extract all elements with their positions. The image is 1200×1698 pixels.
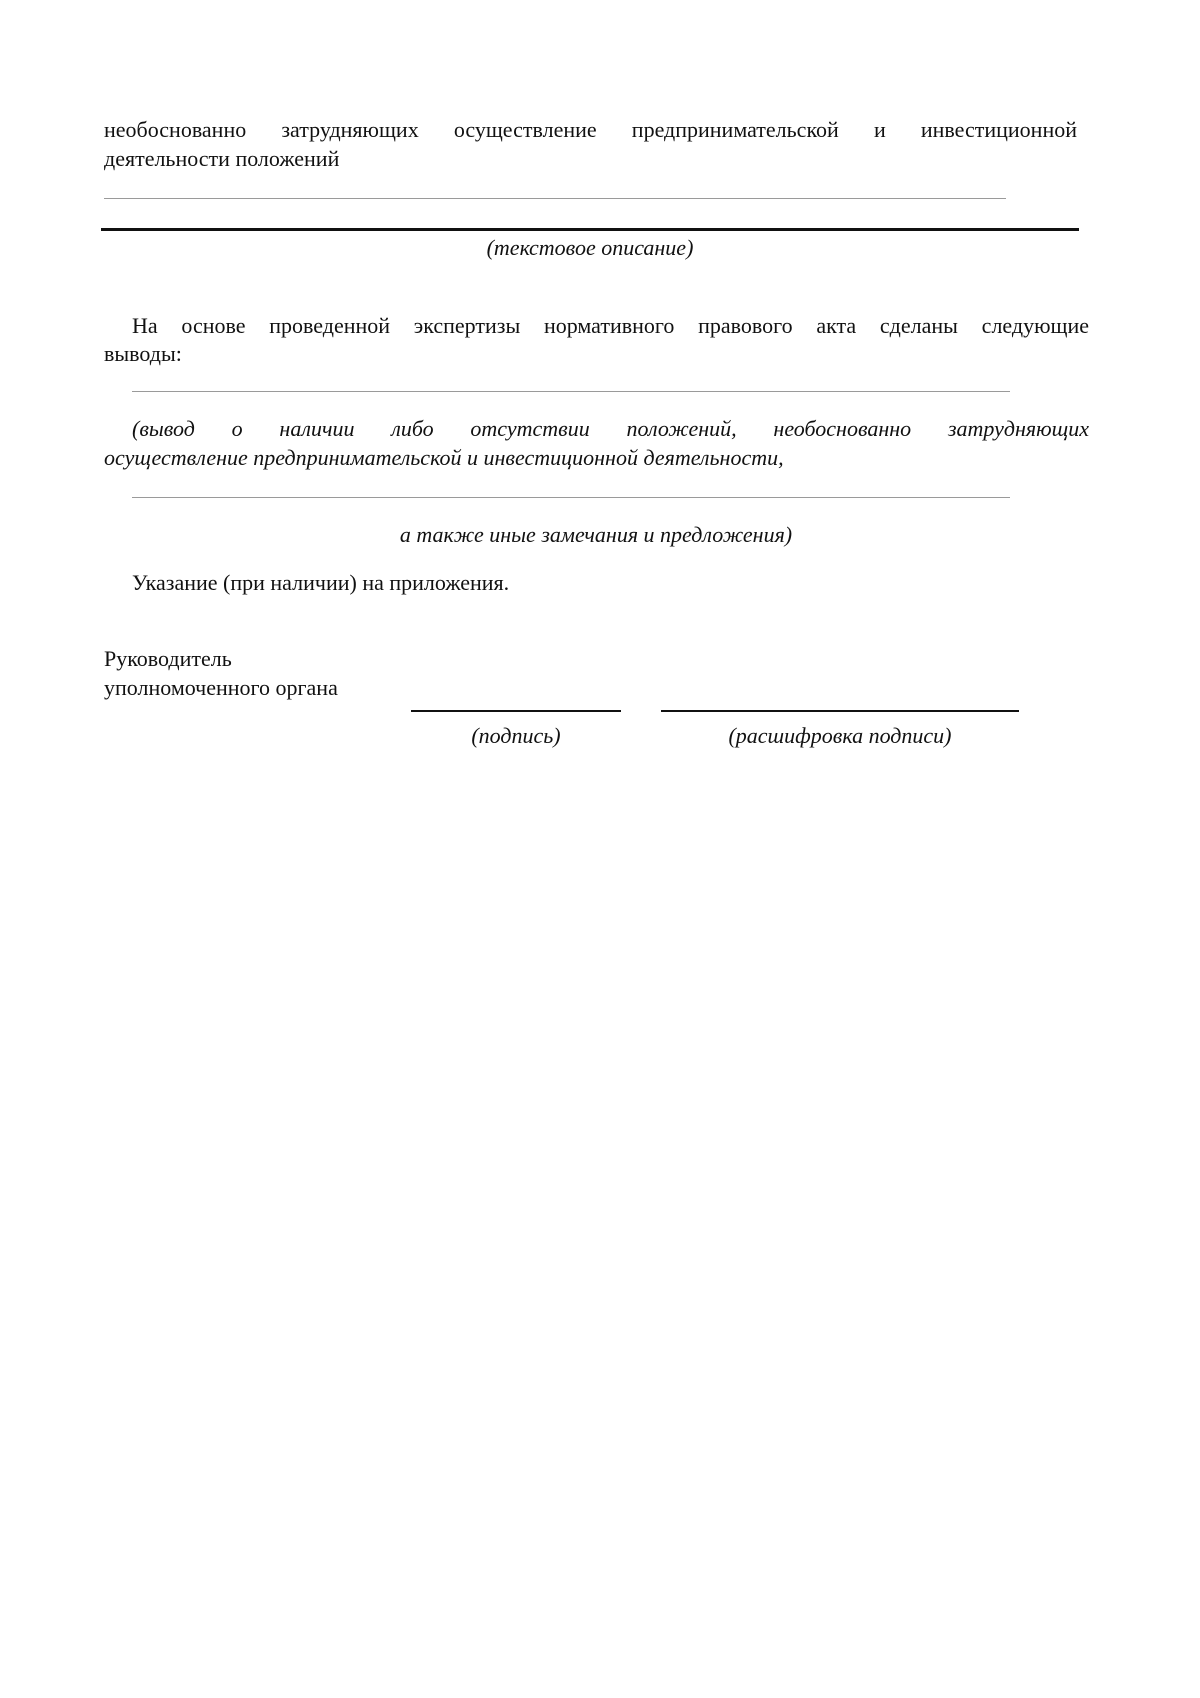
caption-text-description: (текстовое описание): [486, 235, 694, 260]
signature-caption: (подпись): [471, 723, 561, 748]
signature-decoding-line: [661, 710, 1019, 712]
conclusion-caption-line-2: осуществление предпринимательской и инвестиционной деятельности,: [104, 445, 784, 470]
signatory-title-line-1: Руководитель: [104, 646, 232, 671]
conclusion-caption-line-3: а также иные замечания и предложения): [399, 522, 793, 547]
attachments-note: Указание (при наличии) на приложения.: [132, 570, 510, 595]
fill-in-line-1: [104, 198, 1006, 199]
conclusion-caption-line-1: (вывод о наличии либо отсутствии положений, необоснованно затрудняющих: [132, 416, 1089, 441]
fill-in-line-2: [132, 391, 1010, 392]
signature-line: [411, 710, 621, 712]
thick-separator: [101, 228, 1079, 231]
conclusion-intro-line-1: На основе проведенной экспертизы нормативного правового акта сделаны следующие: [132, 313, 1089, 338]
conclusion-intro-line-2: выводы:: [104, 341, 182, 366]
intro-line-2: деятельности положений: [104, 146, 340, 171]
fill-in-line-3: [132, 497, 1010, 498]
signatory-title-line-2: уполномоченного органа: [104, 675, 338, 700]
intro-line-1: необоснованно затрудняющих осуществление предпринимательской и инвестиционной: [104, 117, 1077, 142]
signature-decoding-caption: (расшифровка подписи): [728, 723, 952, 748]
